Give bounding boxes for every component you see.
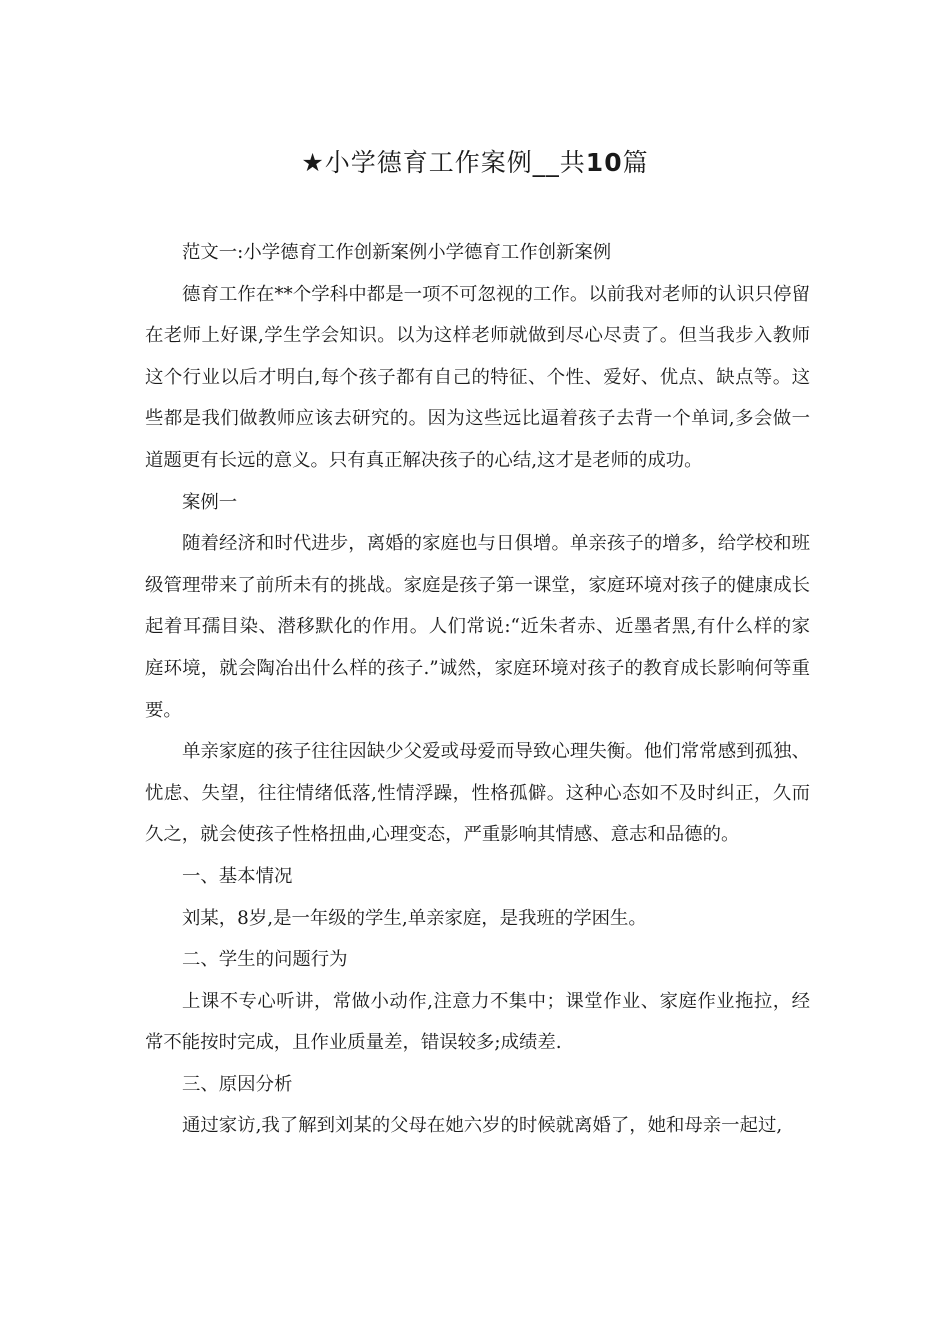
document-body: [145, 232, 810, 1147]
paragraph-intro: 德育工作在**个学科中都是一项不可忽视的工作。以前我对老师的认识只停留在老师上好课,学生学会知识。以为这样老师就做到尽心尽责了。但当我步入教师这个行业以后才明白,每个孩子都有自己的特征、个性、爱好、优点、缺点等。这些都是我们做教师应该去研究的。因为这些远比逼着孩子去背一个单词,多会做一道题更有长远的意义。只有真正解决孩子的心结,这才是老师的成功。: [145, 283, 810, 471]
paragraph-problem-behavior: 上课不专心听讲，常做小动作,注意力不集中；课堂作业、家庭作业拖拉，经常不能按时完成，且作业质量差，错误较多;成绩差.: [145, 990, 810, 1054]
paragraph-single-parent: 单亲家庭的孩子往往因缺少父爱或母爱而导致心理失衡。他们常常感到孤独、忧虑、失望，往往情绪低落,性情浮躁，性格孤僻。这种心态如不及时纠正，久而久之，就会使孩子性格扭曲,心理变态，严重影响其情感、意志和品德的。: [145, 741, 810, 846]
section-heading-basic-info: 一、基本情况: [182, 865, 293, 887]
title-prefix: ★小学德育工作案例__共: [301, 148, 586, 177]
section-heading-problem-behavior: 二、学生的问题行为: [182, 949, 348, 971]
section-heading-cause-analysis: 三、原因分析: [182, 1073, 293, 1095]
paragraph-cause-analysis: 通过家访,我了解到刘某的父母在她六岁的时候就离婚了，她和母亲一起过,: [182, 1115, 783, 1137]
section-heading-case-1: 案例一: [182, 491, 238, 513]
paragraph-basic-info: 刘某，8岁,是一年级的学生,单亲家庭，是我班的学困生。: [182, 907, 647, 929]
title-number: 10: [585, 148, 623, 177]
paragraph-intro-heading: 范文一:小学德育工作创新案例小学德育工作创新案例: [182, 242, 612, 263]
title-suffix: 篇: [622, 148, 649, 177]
paragraph-case-background: 随着经济和时代进步，离婚的家庭也与日俱增。单亲孩子的增多，给学校和班级管理带来了前所未有的挑战。家庭是孩子第一课堂，家庭环境对孩子的健康成长起着耳孺目染、潜移默化的作用。人们常说:“近朱者赤、近墨者黑,有什么样的家庭环境，就会陶冶出什么样的孩子.”诚然，家庭环境对孩子的教育成长影响何等重要。: [145, 533, 810, 721]
document-title: [0, 145, 950, 181]
